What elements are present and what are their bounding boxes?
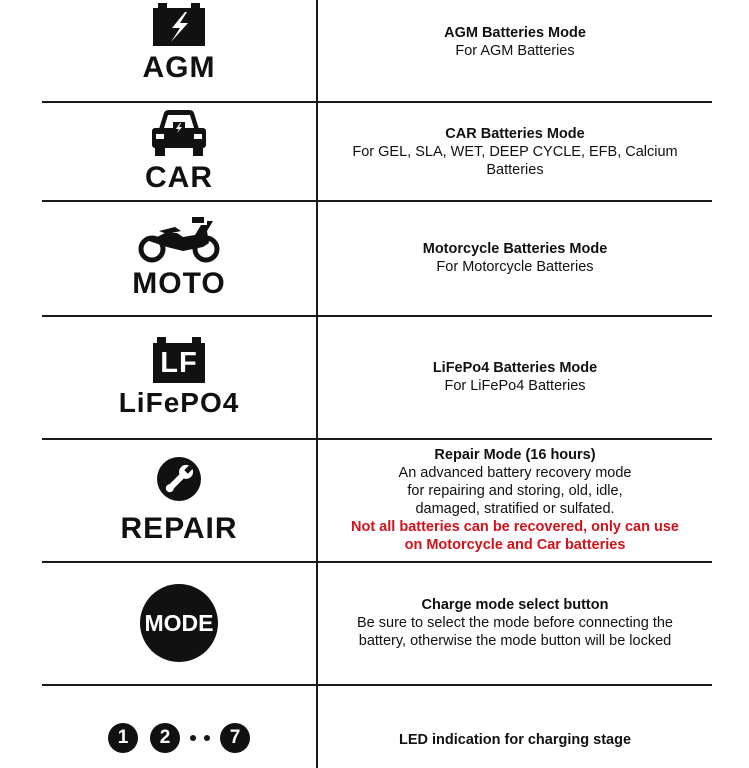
description-line: For LiFePo4 Batteries xyxy=(444,378,586,394)
mode-title: CAR Batteries Mode xyxy=(445,126,585,142)
mode-title: Repair Mode (16 hours) xyxy=(434,447,596,463)
motorcycle-icon xyxy=(137,217,221,263)
lifepo4-battery-icon xyxy=(151,337,207,383)
description-cell xyxy=(318,0,712,101)
wrench-icon xyxy=(156,456,202,502)
warning-line: on Motorcycle and Car batteries xyxy=(404,537,626,553)
icon-cell xyxy=(42,685,316,768)
icon-cell xyxy=(42,316,316,438)
mode-label: MOTO xyxy=(132,267,226,300)
mode-label: LiFePO4 xyxy=(118,387,240,418)
description-line: battery, otherwise the mode button will be locked xyxy=(358,633,672,649)
mode-title: AGM Batteries Mode xyxy=(444,25,586,41)
mode-row-moto xyxy=(0,201,749,315)
mode-label: REPAIR xyxy=(120,512,238,545)
mode-title: Charge mode select button xyxy=(421,597,609,613)
mode-title: Motorcycle Batteries Mode xyxy=(422,241,608,257)
icon-cell xyxy=(42,102,316,200)
description-line: For AGM Batteries xyxy=(455,43,575,59)
icon-cell xyxy=(42,201,316,315)
ellipsis-dot xyxy=(204,735,210,741)
mode-label: AGM xyxy=(142,51,216,84)
description-cell xyxy=(318,685,712,768)
description-line: Be sure to select the mode before connecting the xyxy=(357,615,673,631)
mode-label: CAR xyxy=(145,161,213,194)
mode-row-car xyxy=(0,102,749,200)
description-line: An advanced battery recovery mode xyxy=(398,465,632,481)
mode-row-button xyxy=(0,562,749,684)
description-cell xyxy=(318,102,712,200)
mode-row-agm xyxy=(0,0,749,101)
icon-cell xyxy=(42,562,316,684)
lf-badge: LF xyxy=(153,343,205,383)
led-row xyxy=(0,685,749,768)
mode-button-icon: MODE xyxy=(140,584,218,662)
icon-cell xyxy=(42,0,316,101)
mode-row-lifepo4 xyxy=(0,316,749,438)
mode-title: LED indication for charging stage xyxy=(398,731,632,748)
led-7-icon: 7 xyxy=(220,723,250,753)
description-line: For Motorcycle Batteries xyxy=(436,259,594,275)
description-line: for repairing and storing, old, idle, xyxy=(407,483,623,499)
car-icon xyxy=(149,109,209,157)
mode-title: LiFePo4 Batteries Mode xyxy=(432,360,598,376)
mode-row-repair xyxy=(0,439,749,561)
agm-battery-icon xyxy=(152,3,206,47)
description-line: damaged, stratified or sulfated. xyxy=(415,501,615,517)
description-cell xyxy=(318,316,712,438)
warning-line: Not all batteries can be recovered, only can use xyxy=(351,519,679,535)
description-line: For GEL, SLA, WET, DEEP CYCLE, EFB, Calcium xyxy=(352,144,678,160)
description-cell xyxy=(318,439,712,561)
description-cell xyxy=(318,201,712,315)
description-line: Batteries xyxy=(486,162,544,178)
led-1-icon: 1 xyxy=(108,723,138,753)
led-2-icon: 2 xyxy=(150,723,180,753)
ellipsis-dot xyxy=(190,735,196,741)
description-cell xyxy=(318,562,712,684)
icon-cell xyxy=(42,439,316,561)
